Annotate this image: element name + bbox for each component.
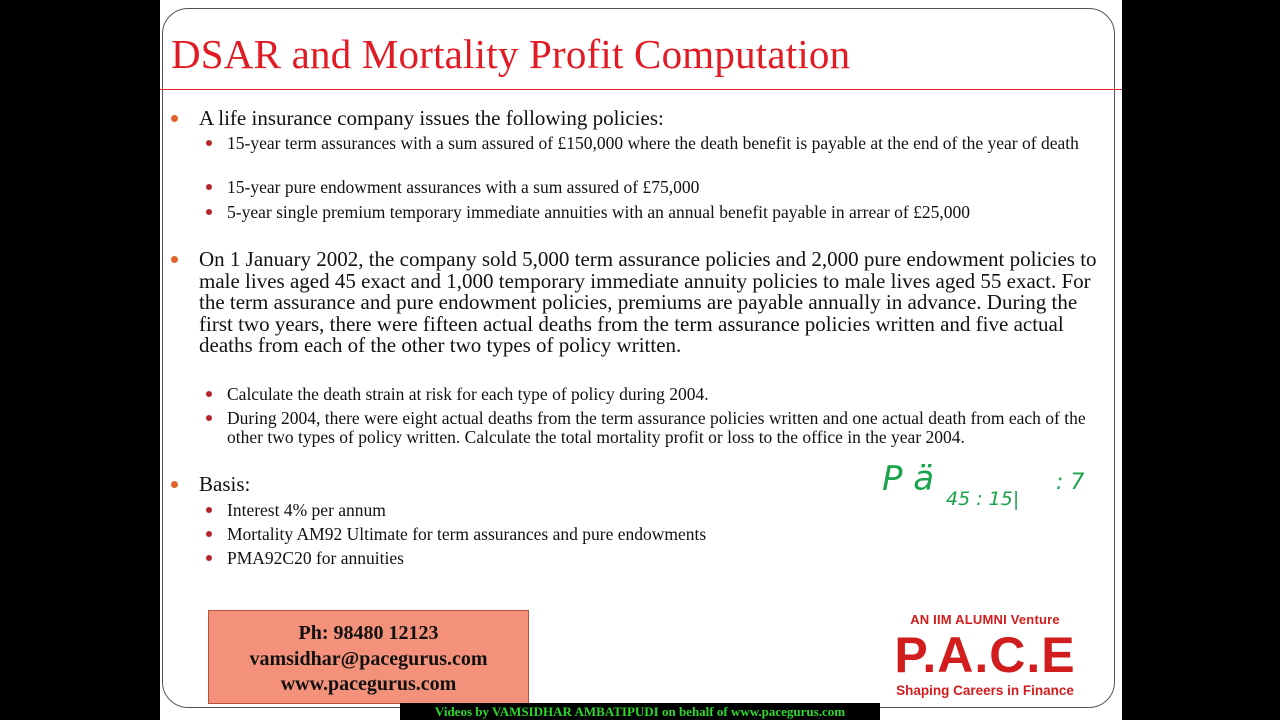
bullet-2-sub-2: During 2004, there were eight actual deaths from the term assurance policies written and one actual death from each of the other two types of policy written. Calculate the total mortality profit or loss to the office in the year 2004. xyxy=(227,409,1107,447)
bullet-1: A life insurance company issues the following policies: xyxy=(199,108,1099,130)
bullet-3-sub-2: Mortality AM92 Ultimate for term assurances and pure endowments xyxy=(227,525,1107,544)
handwriting-rest: : 7 xyxy=(1056,470,1085,495)
bullet-3: Basis: xyxy=(199,474,599,496)
bullet-1-sub-2: 15-year pure endowment assurances with a sum assured of £75,000 xyxy=(227,178,1107,197)
slide xyxy=(160,0,1122,720)
handwritten-annotation xyxy=(878,455,1122,515)
contact-website[interactable]: www.pacegurus.com xyxy=(280,673,457,695)
contact-email[interactable]: vamsidhar@pacegurus.com xyxy=(249,647,488,670)
bullet-2: On 1 January 2002, the company sold 5,000 term assurance policies and 2,000 pure endowment policies to male lives aged 45 exact and 1,000 temporary immediate annuity policies to male lives aged 55 exact. For the term assurance and pure endowment policies, premiums are payable annually in advance. During the first two years, there were fifteen actual deaths from the term assurance policies written and five actual deaths from each of the other two types of policy written. xyxy=(199,249,1111,357)
title-bar xyxy=(160,0,1122,90)
handwriting-subscript: 45 : 15| xyxy=(946,488,1020,510)
handwriting-main: P ä xyxy=(882,459,935,499)
pace-logo xyxy=(876,612,1094,698)
bullet-3-sub-1: Interest 4% per annum xyxy=(227,501,1107,520)
logo-name: P.A.C.E xyxy=(894,627,1076,683)
slide-title: DSAR and Mortality Profit Computation xyxy=(171,31,851,77)
contact-phone: Ph: 98480 12123 xyxy=(298,622,439,644)
bullet-3-sub-3: PMA92C20 for annuities xyxy=(227,549,1107,568)
bullet-1-sub-1: 15-year term assurances with a sum assured of £150,000 where the death benefit is payable at the end of the year of death xyxy=(227,134,1107,153)
contact-box xyxy=(208,610,529,704)
video-credit-banner: Videos by VAMSIDHAR AMBATIPUDI on behalf of www.pacegurus.com xyxy=(400,703,880,720)
logo-subtitle: Shaping Careers in Finance xyxy=(896,683,1074,698)
bullet-2-sub-1: Calculate the death strain at risk for each type of policy during 2004. xyxy=(227,385,1107,404)
logo-tagline: AN IIM ALUMNI Venture xyxy=(910,612,1060,627)
bullet-1-sub-3: 5-year single premium temporary immediate annuities with an annual benefit payable in arrear of £25,000 xyxy=(227,203,1107,222)
